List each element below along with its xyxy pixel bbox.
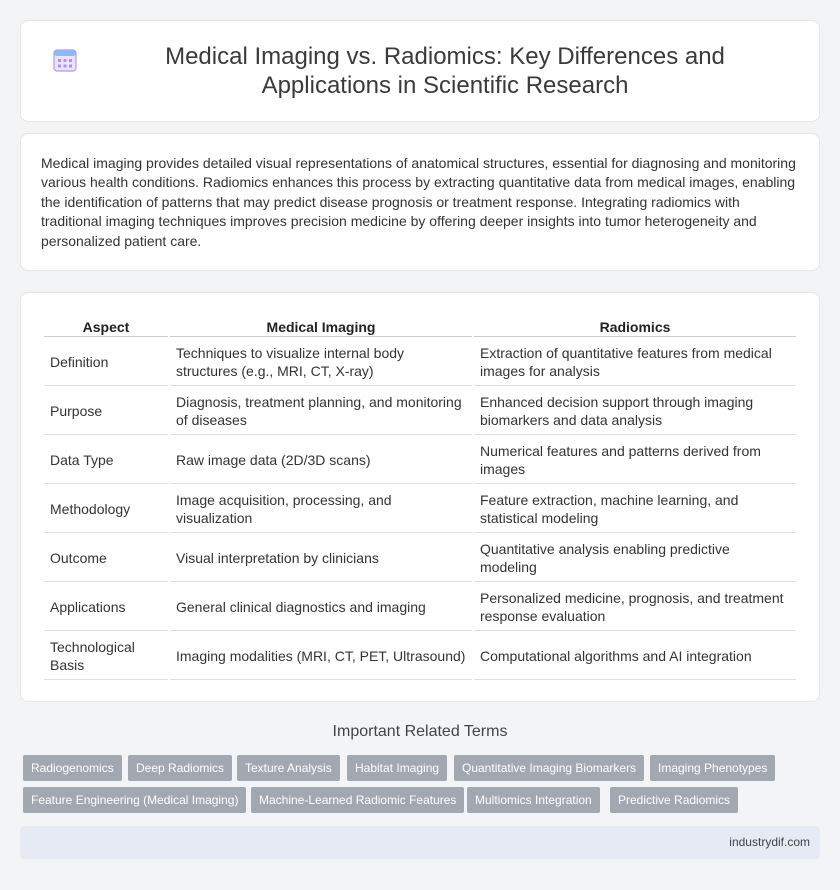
term-tag[interactable]: Feature Engineering (Medical Imaging) <box>23 787 246 813</box>
medical-imaging-cell: Image acquisition, processing, and visualization <box>170 486 472 533</box>
term-tag[interactable]: Habitat Imaging <box>347 755 447 781</box>
medical-imaging-cell: Visual interpretation by clinicians <box>170 535 472 582</box>
term-tag[interactable]: Quantitative Imaging Biomarkers <box>454 755 644 781</box>
term-tag[interactable]: Deep Radiomics <box>128 755 232 781</box>
radiomics-cell: Feature extraction, machine learning, and statistical modeling <box>474 486 796 533</box>
term-tag[interactable]: Radiogenomics <box>23 755 122 781</box>
title-card <box>20 20 820 122</box>
table-row <box>44 535 796 582</box>
aspect-cell: Data Type <box>44 437 168 484</box>
term-tag[interactable]: Multiomics Integration <box>467 787 600 813</box>
footer <box>20 826 820 859</box>
table-row <box>44 486 796 533</box>
term-tag[interactable]: Texture Analysis <box>237 755 340 781</box>
aspect-cell: Applications <box>44 584 168 631</box>
term-tag[interactable]: Predictive Radiomics <box>610 787 738 813</box>
table-row <box>44 437 796 484</box>
radiomics-cell: Numerical features and patterns derived from images <box>474 437 796 484</box>
table-header-row <box>44 315 796 337</box>
aspect-cell: Definition <box>44 339 168 386</box>
radiomics-cell: Enhanced decision support through imaging biomarkers and data analysis <box>474 388 796 435</box>
intro-paragraph: Medical imaging provides detailed visual representations of anatomical structures, essential for diagnosing and monitoring various health conditions. Radiomics enhances this process by extracting quantitative data from medical images, enabling the identification of patterns that may predict disease prognosis or treatment response. Integrating radiomics with traditional imaging techniques improves precision medicine by offering deeper insights into tumor heterogeneity and personalized patient care. <box>41 155 796 249</box>
header-medical-imaging: Medical Imaging <box>170 315 472 337</box>
comparison-table <box>42 313 798 682</box>
table-row <box>44 339 796 386</box>
related-terms-heading: Important Related Terms <box>332 723 508 740</box>
calendar-grid-icon <box>51 46 79 74</box>
medical-imaging-cell: Raw image data (2D/3D scans) <box>170 437 472 484</box>
term-tag[interactable]: Machine-Learned Radiomic Features <box>251 787 464 813</box>
aspect-cell: Purpose <box>44 388 168 435</box>
medical-imaging-cell: Techniques to visualize internal body structures (e.g., MRI, CT, X-ray) <box>170 339 472 386</box>
footer-site-link[interactable]: industrydif.com <box>729 835 810 849</box>
radiomics-cell: Extraction of quantitative features from medical images for analysis <box>474 339 796 386</box>
medical-imaging-cell: General clinical diagnostics and imaging <box>170 584 472 631</box>
aspect-cell: Outcome <box>44 535 168 582</box>
medical-imaging-cell: Diagnosis, treatment planning, and monitoring of diseases <box>170 388 472 435</box>
table-row <box>44 584 796 631</box>
radiomics-cell: Computational algorithms and AI integration <box>474 633 796 680</box>
header-radiomics: Radiomics <box>474 315 796 337</box>
intro-card <box>20 133 820 271</box>
header-aspect: Aspect <box>44 315 168 337</box>
term-tag[interactable]: Imaging Phenotypes <box>650 755 775 781</box>
radiomics-cell: Quantitative analysis enabling predictive modeling <box>474 535 796 582</box>
page-title: Medical Imaging vs. Radiomics: Key Differences and Applications in Scientific Research <box>165 43 725 99</box>
aspect-cell: Methodology <box>44 486 168 533</box>
comparison-card <box>20 292 820 702</box>
medical-imaging-cell: Imaging modalities (MRI, CT, PET, Ultrasound) <box>170 633 472 680</box>
aspect-cell: Technological Basis <box>44 633 168 680</box>
table-row <box>44 388 796 435</box>
radiomics-cell: Personalized medicine, prognosis, and treatment response evaluation <box>474 584 796 631</box>
table-row <box>44 633 796 680</box>
